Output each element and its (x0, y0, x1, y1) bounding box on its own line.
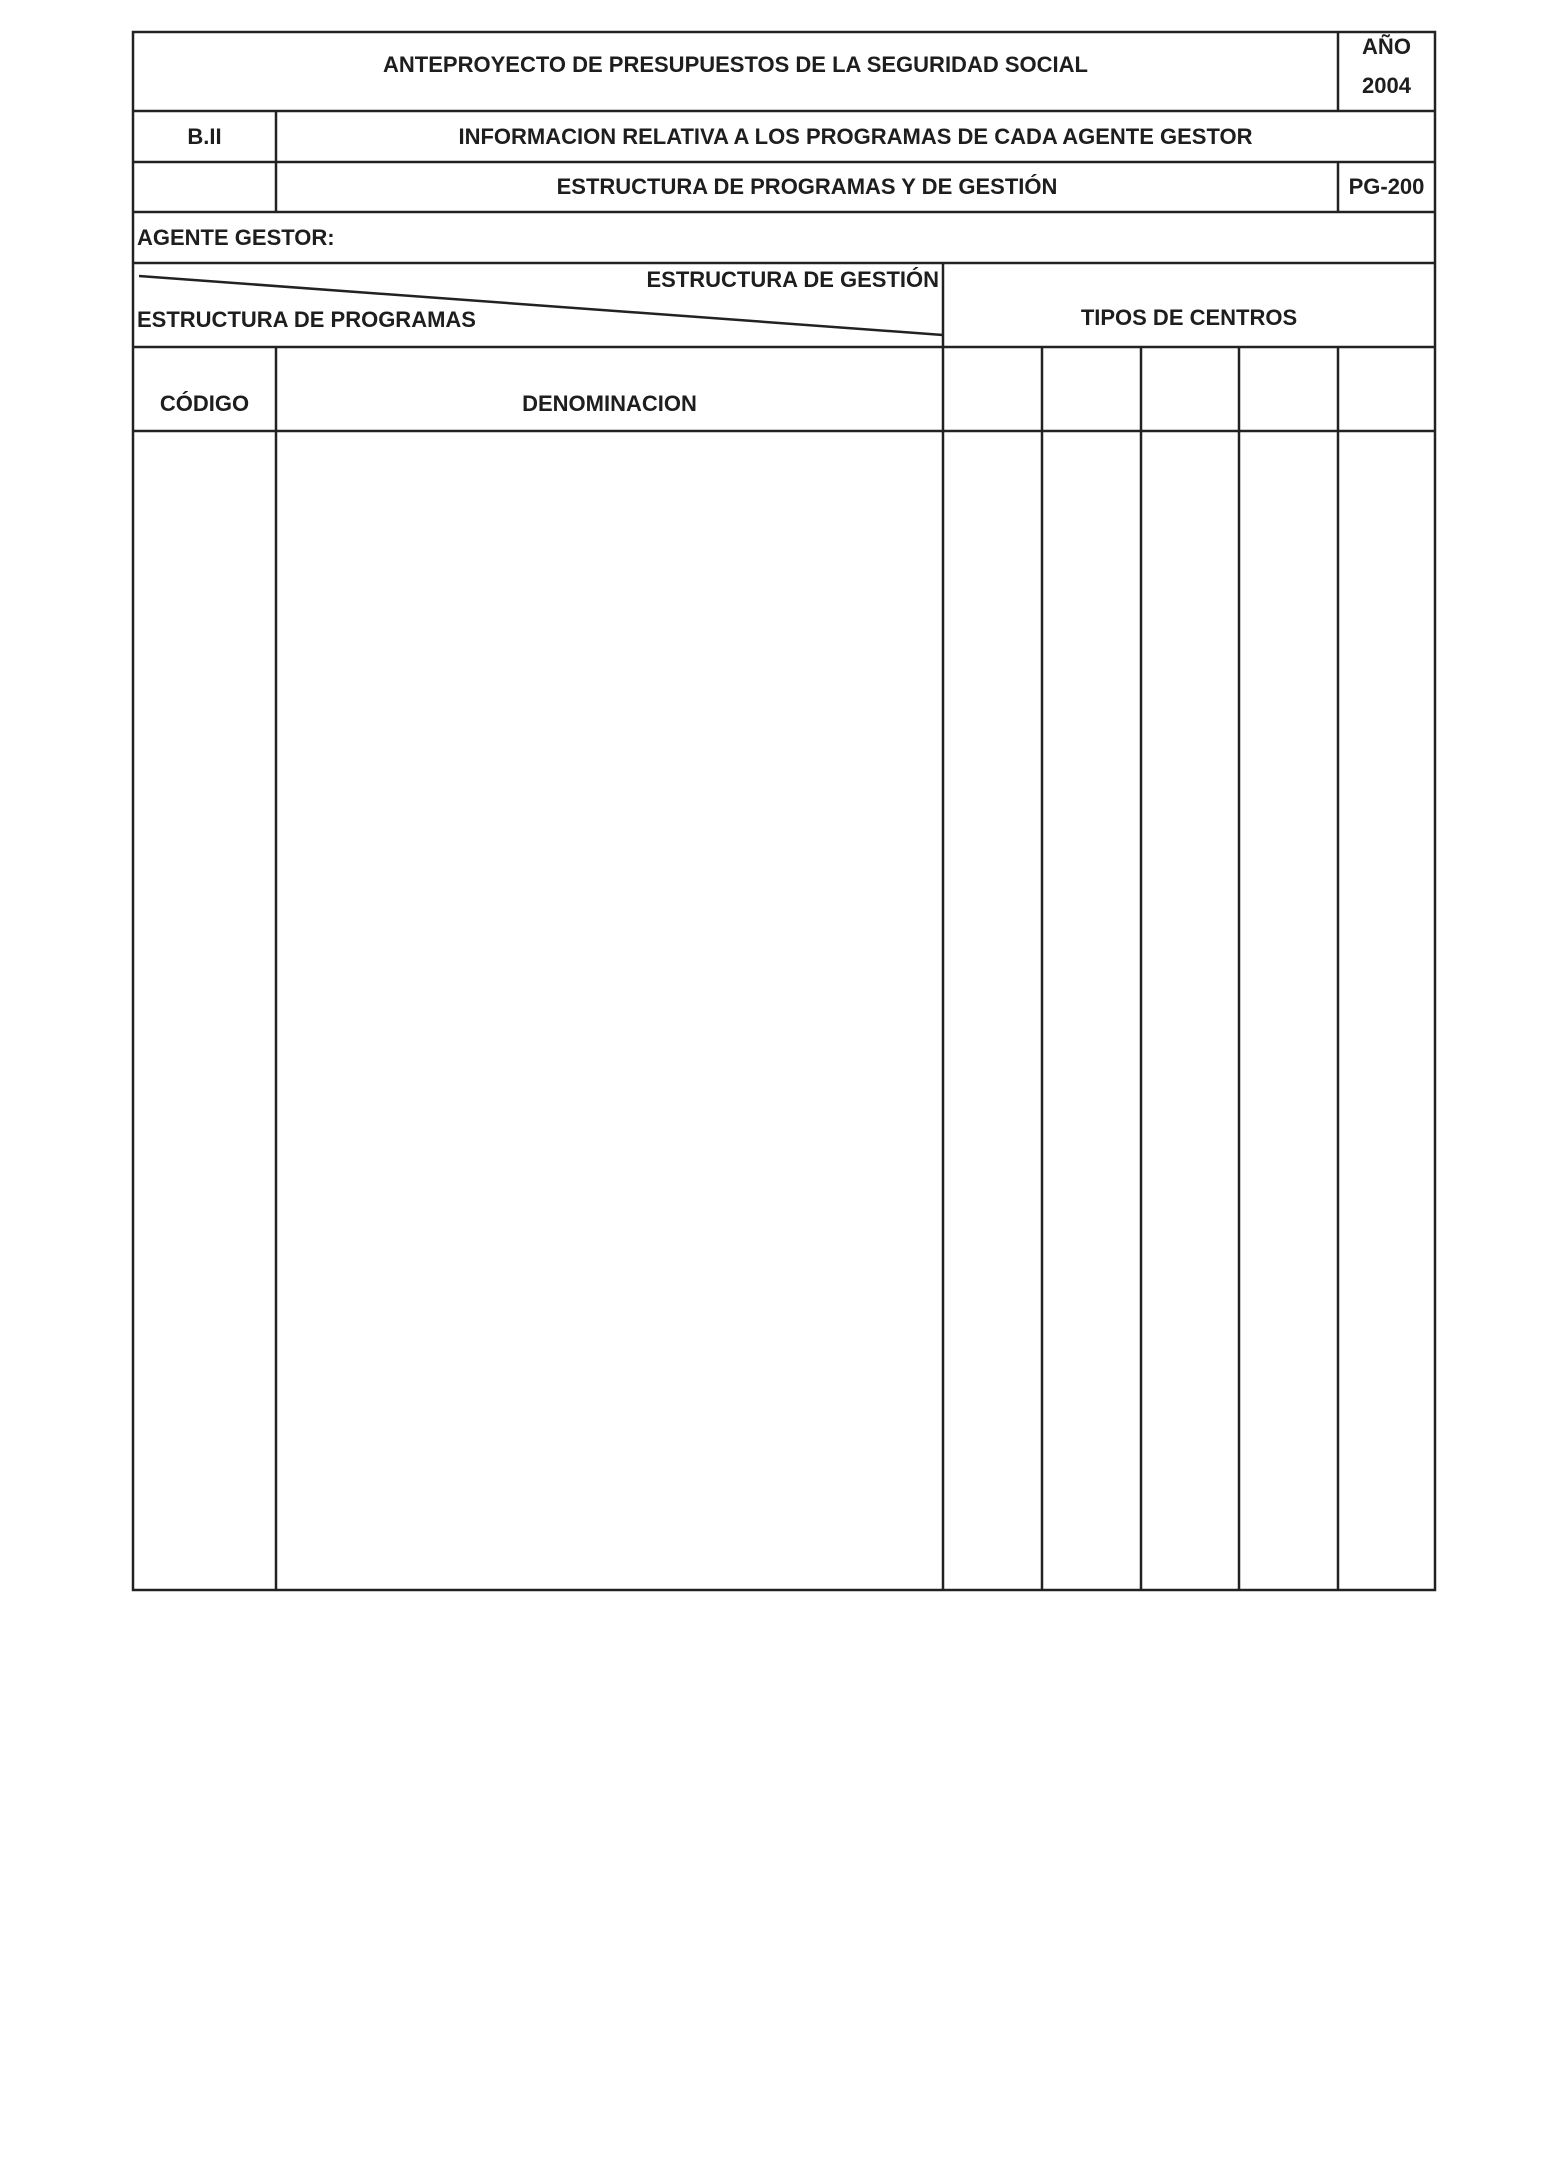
year-label: AÑO (1362, 34, 1411, 59)
management-structure-label: ESTRUCTURA DE GESTIÓN (646, 267, 939, 292)
program-structure-form (133, 32, 1435, 1590)
center-type-body-3[interactable] (1141, 431, 1239, 1590)
center-type-body-1[interactable] (943, 431, 1042, 1590)
form-title: ESTRUCTURA DE PROGRAMAS Y DE GESTIÓN (556, 174, 1058, 199)
form-code: PG-200 (1348, 174, 1425, 199)
section-title: INFORMACION RELATIVA A LOS PROGRAMAS DE CADA AGENTE GESTOR (458, 124, 1253, 149)
form-main-title: ANTEPROYECTO DE PRESUPUESTOS DE LA SEGURIDAD SOCIAL (383, 52, 1088, 77)
name-column-body[interactable] (276, 431, 943, 1590)
program-structure-label: ESTRUCTURA DE PROGRAMAS (137, 307, 476, 332)
code-column-header: CÓDIGO (159, 391, 250, 416)
center-type-body-2[interactable] (1042, 431, 1141, 1590)
code-column-body[interactable] (133, 431, 276, 1590)
section-code: B.II (187, 124, 222, 149)
year-value: 2004 (1362, 73, 1411, 98)
name-column-header: DENOMINACION (522, 391, 697, 416)
center-type-body-4[interactable] (1239, 431, 1338, 1590)
center-type-body-5[interactable] (1338, 431, 1435, 1590)
center-types-header: TIPOS DE CENTROS (1080, 305, 1298, 330)
agent-label: AGENTE GESTOR: (137, 225, 335, 250)
